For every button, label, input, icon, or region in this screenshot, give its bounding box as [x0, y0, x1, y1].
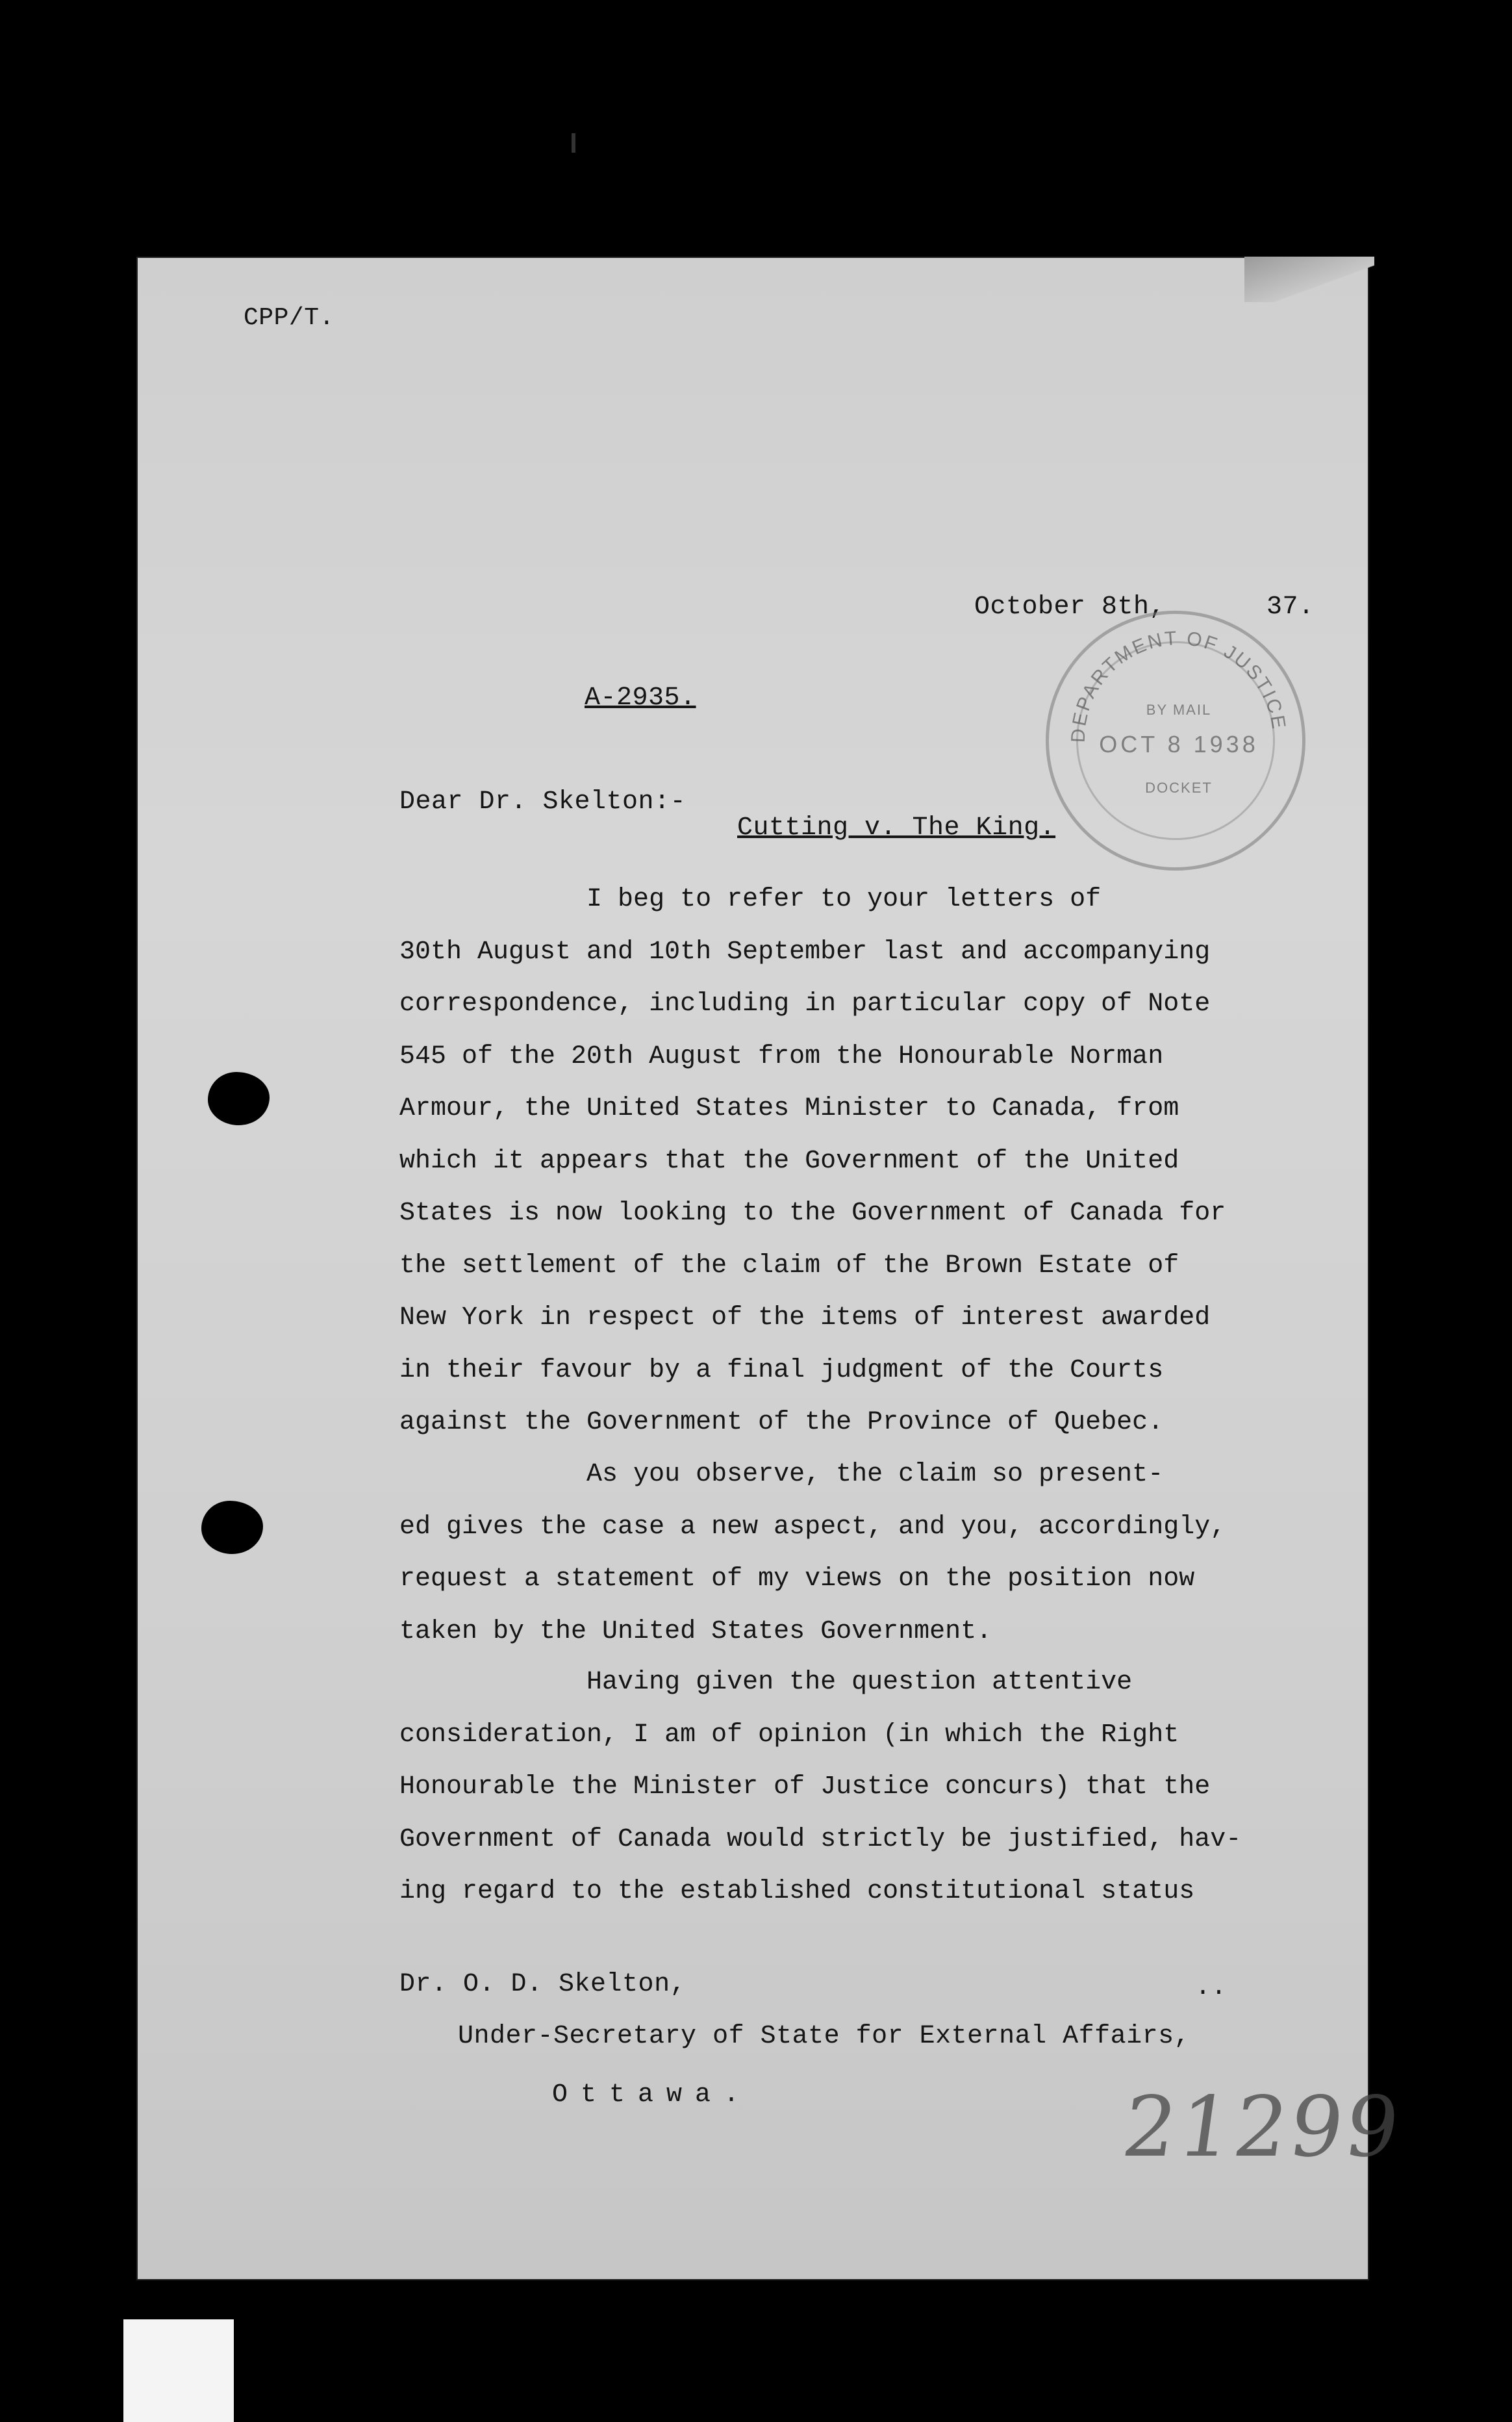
paragraph-line: I beg to refer to your letters of	[399, 885, 1102, 914]
paragraph-2	[399, 1449, 1341, 1658]
paragraph-line: 30th August and 10th September last and accompanying	[399, 937, 1211, 967]
addressee-title: Under-Secretary of State for External Affairs,	[458, 2022, 1191, 2051]
paragraph-line: the settlement of the claim of the Brown Estate of	[399, 1251, 1179, 1281]
addressee-name: Dr. O. D. Skelton,	[399, 1970, 687, 1999]
stamp-line-3: DOCKET	[1145, 780, 1213, 796]
paragraph-line: New York in respect of the items of interest awarded	[399, 1303, 1211, 1332]
paragraph-line: against the Government of the Province of Quebec.	[399, 1408, 1164, 1437]
paragraph-line: Government of Canada would strictly be justified, hav-	[399, 1824, 1242, 1854]
film-target-card	[123, 2319, 234, 2422]
paragraph-line: Armour, the United States Minister to Canada, from	[399, 1094, 1179, 1123]
paragraph-line: in their favour by a final judgment of the Courts	[399, 1355, 1164, 1385]
paragraph-line: States is now looking to the Government of Canada for	[399, 1199, 1226, 1228]
paragraph-3	[399, 1657, 1341, 1918]
stamp-date: OCT 8 1938	[1099, 731, 1259, 758]
paragraph-line: ing regard to the established constitutional status	[399, 1877, 1195, 1906]
stamp-ring-label: DEPARTMENT OF JUSTICE	[1067, 627, 1290, 743]
film-mark	[572, 133, 575, 153]
continuation-dots: ..	[1195, 1973, 1228, 2002]
letter-date: October 8th,	[974, 593, 1166, 622]
paragraph-line: Honourable the Minister of Justice concurs) that the	[399, 1772, 1211, 1802]
punch-hole-top	[208, 1072, 270, 1125]
letter-year: 37.	[1266, 593, 1315, 622]
addressee-city: Ottawa.	[552, 2080, 753, 2110]
salutation: Dear Dr. Skelton:-	[399, 787, 687, 817]
paragraph-line: taken by the United States Government.	[399, 1616, 992, 1646]
paragraph-1	[399, 874, 1341, 1449]
handwritten-number: 21299	[1116, 2079, 1408, 2176]
paragraph-line: consideration, I am of opinion (in which the Right	[399, 1720, 1179, 1750]
received-stamp	[1046, 611, 1305, 871]
paragraph-line: As you observe, the claim so present-	[399, 1460, 1164, 1489]
paragraph-line: ed gives the case a new aspect, and you, accordingly,	[399, 1512, 1226, 1542]
letter-page	[136, 257, 1369, 2280]
reference-code: CPP/T.	[244, 304, 334, 332]
paragraph-line: Having given the question attentive	[399, 1668, 1133, 1697]
paragraph-line: which it appears that the Government of the United	[399, 1146, 1179, 1176]
file-number: A-2935.	[585, 683, 696, 713]
paragraph-line: correspondence, including in particular copy of Note	[399, 989, 1211, 1019]
subject-line: Cutting v. The King.	[737, 813, 1056, 843]
page-corner-fold	[1244, 257, 1374, 302]
svg-text:DEPARTMENT OF JUSTICE	[1068, 628, 1290, 743]
punch-hole-bottom	[201, 1501, 263, 1554]
paragraph-line: request a statement of my views on the position now	[399, 1564, 1195, 1594]
paragraph-line: 545 of the 20th August from the Honourable Norman	[399, 1041, 1164, 1071]
stamp-line-1: BY MAIL	[1146, 702, 1212, 718]
